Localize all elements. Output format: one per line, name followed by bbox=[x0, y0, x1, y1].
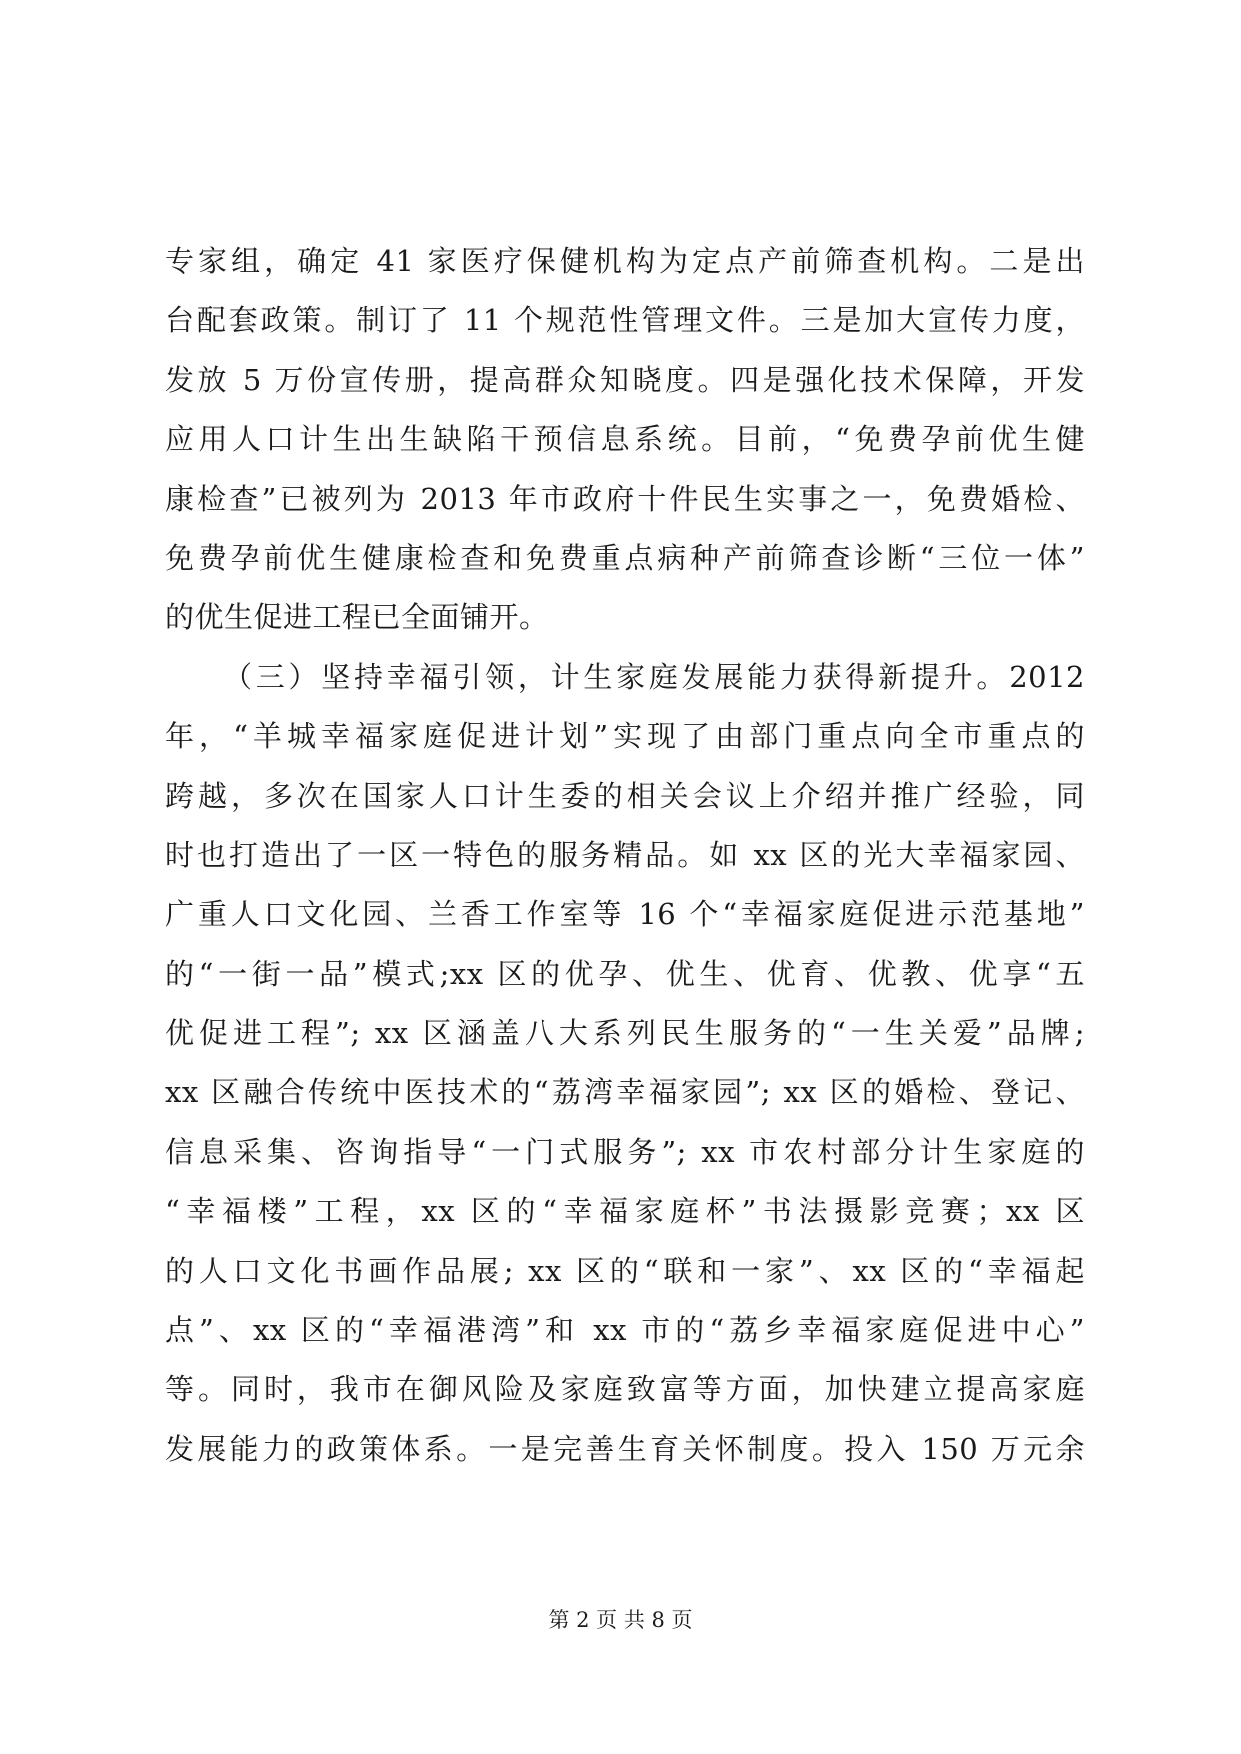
text-line: 发放 5 万份宣传册，提高群众知晓度。四是强化技术保障，开发 bbox=[165, 362, 1085, 397]
text-line: 时也打造出了一区一特色的服务精品。如 xx 区的光大幸福家园、 bbox=[165, 837, 1085, 872]
text-line: 广重人口文化园、兰香工作室等 16 个“幸福家庭促进示范基地” bbox=[165, 897, 1085, 932]
text-line: 的“一街一品”模式;xx 区的优孕、优生、优育、优教、优享“五 bbox=[165, 956, 1085, 991]
text-line: 年，“羊城幸福家庭促进计划”实现了由部门重点向全市重点的 bbox=[165, 719, 1085, 754]
text-line: 应用人口计生出生缺陷干预信息系统。目前，“免费孕前优生健 bbox=[165, 422, 1085, 457]
text-line: 信息采集、咨询指导“一门式服务”; xx 市农村部分计生家庭的 bbox=[165, 1134, 1085, 1169]
text-line: “幸福楼”工程，xx 区的“幸福家庭杯”书法摄影竞赛；xx 区 bbox=[165, 1194, 1085, 1229]
text-line: 优促进工程”; xx 区涵盖八大系列民生服务的“一生关爱”品牌; bbox=[165, 1016, 1085, 1051]
text-line: 康检查”已被列为 2013 年市政府十件民生实事之一，免费婚检、 bbox=[165, 481, 1085, 516]
text-line: 的人口文化书画作品展; xx 区的“联和一家”、xx 区的“幸福起 bbox=[165, 1253, 1085, 1288]
text-line: 的优生促进工程已全面铺开。 bbox=[165, 600, 549, 635]
body-text bbox=[165, 232, 1085, 1479]
text-line: 点”、xx 区的“幸福港湾”和 xx 市的“荔乡幸福家庭促进中心” bbox=[165, 1313, 1085, 1348]
text-line: xx 区融合传统中医技术的“荔湾幸福家园”; xx 区的婚检、登记、 bbox=[165, 1075, 1085, 1110]
text-line: 跨越，多次在国家人口计生委的相关会议上介绍并推广经验，同 bbox=[165, 778, 1085, 813]
text-line: 等。同时，我市在御风险及家庭致富等方面，加快建立提高家庭 bbox=[165, 1372, 1085, 1407]
text-line: （三）坚持幸福引领，计生家庭发展能力获得新提升。2012 bbox=[223, 659, 1085, 694]
page-footer: 第 2 页 共 8 页 bbox=[548, 1608, 693, 1632]
text-line: 台配套政策。制订了 11 个规范性管理文件。三是加大宣传力度， bbox=[165, 303, 1085, 338]
text-line: 免费孕前优生健康检查和免费重点病种产前筛查诊断“三位一体” bbox=[165, 540, 1085, 575]
text-line: 专家组，确定 41 家医疗保健机构为定点产前筛查机构。二是出 bbox=[165, 244, 1085, 278]
text-line: 发展能力的政策体系。一是完善生育关怀制度。投入 150 万元余 bbox=[165, 1431, 1085, 1466]
